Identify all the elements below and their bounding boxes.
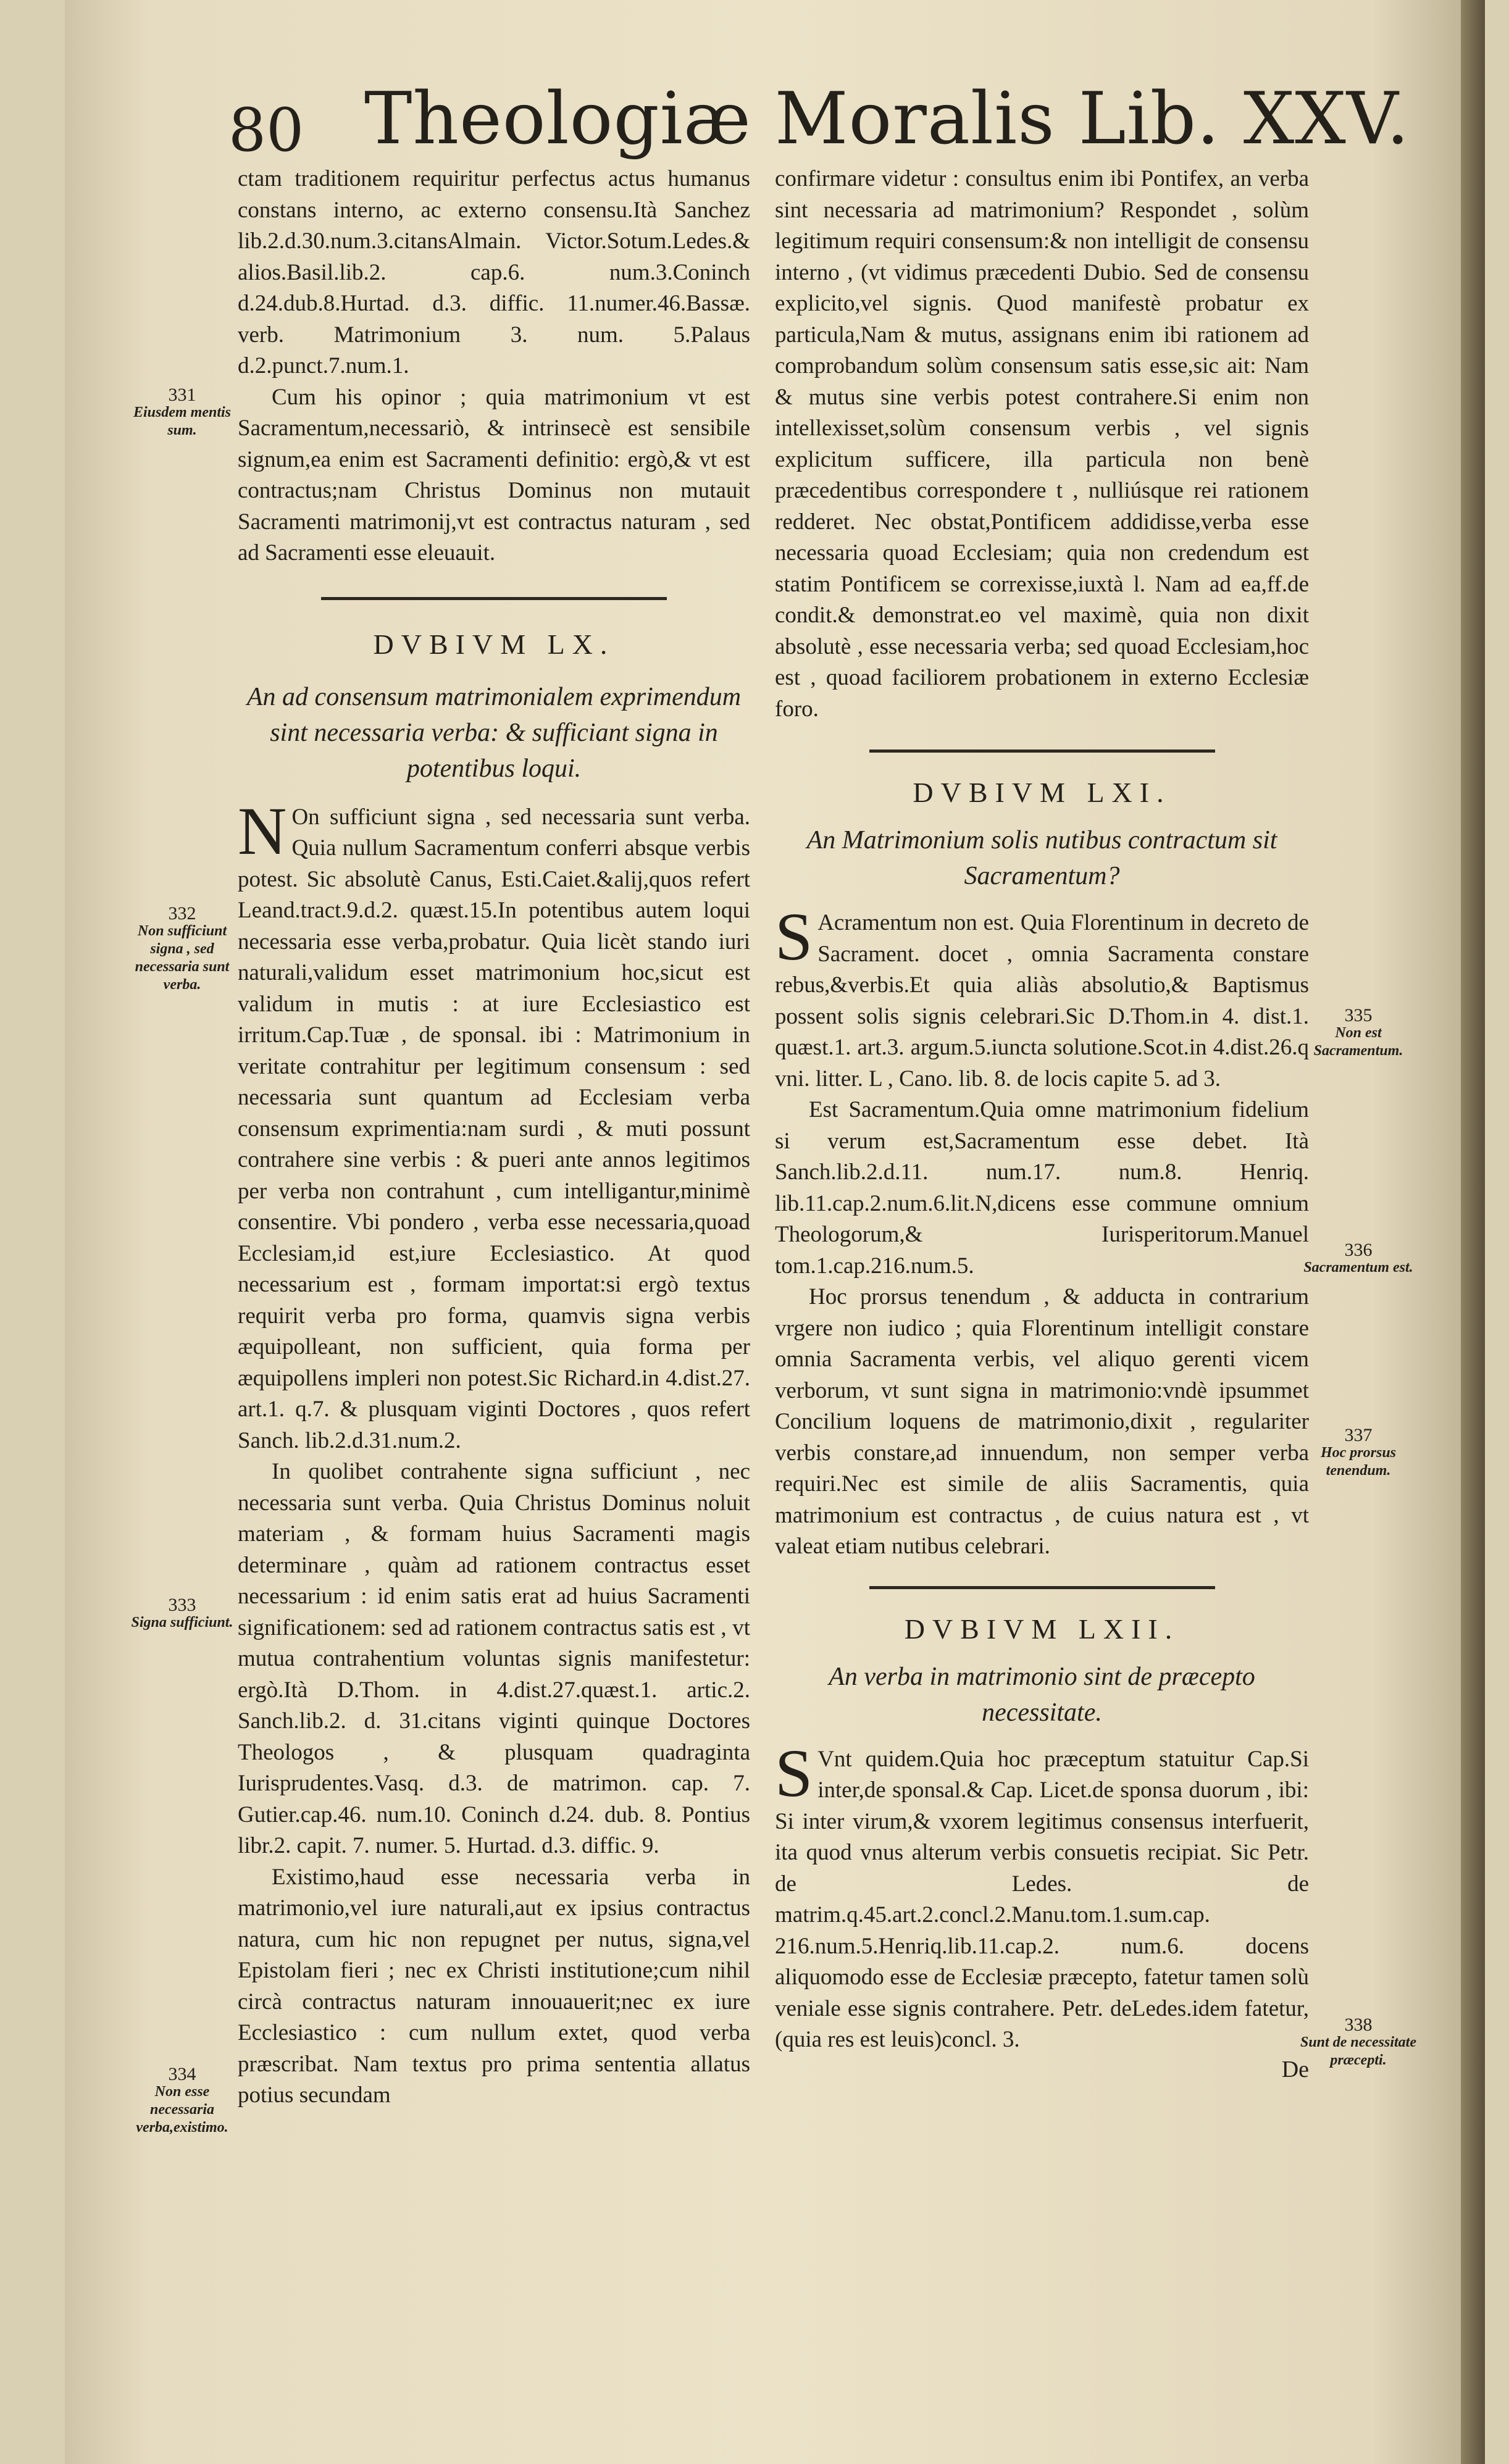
margin-note-number: 333	[168, 1595, 196, 1615]
right-paragraph-5	[775, 1735, 1309, 2056]
dubium-62-heading: DVBIVM LXII.	[904, 1613, 1180, 1645]
margin-note-number: 336	[1344, 1240, 1373, 1260]
right-column	[775, 164, 1309, 2083]
margin-note-text: Eiusdem mentis sum.	[133, 404, 232, 438]
right-paragraph-3: Est Sacramentum.Quia omne matrimonium fidelium si verum est,Sacramentum esse debet. Ità Sanch.lib.2.d.11. num.17. num.8. Henriq. lib.11.cap.2.num.6.lit.N,dicens esse commune omnium Theologorum,& Iurisperitorum.Manuel tom.1.cap.216.num.5.	[775, 1097, 1309, 1279]
right-paragraph-2	[775, 899, 1309, 1095]
margin-note-number: 332	[168, 903, 196, 924]
margin-note-number: 338	[1344, 2015, 1373, 2035]
margin-note-text: Sacramentum est.	[1303, 1259, 1413, 1276]
dubium-61-heading: DVBIVM LXI.	[913, 777, 1171, 808]
margin-note-text: Non sufficiunt signa , sed necessaria sunt verba.	[135, 923, 230, 993]
margin-note-number: 335	[1344, 1005, 1373, 1025]
margin-note-333	[123, 1596, 241, 1632]
catchword: De	[1281, 2056, 1309, 2082]
page-header	[228, 77, 1410, 165]
margin-note-335	[1300, 1006, 1417, 1060]
margin-note-text: Sunt de necessitate præcepti.	[1300, 2034, 1416, 2068]
margin-note-334	[123, 2065, 241, 2137]
margin-note-336	[1300, 1241, 1417, 1277]
left-paragraph-5: Existimo,haud esse necessaria verba in matrimonio,vel iure naturali,aut ex ipsius contractus natura, cum hic non repugnet per nutus, signa,vel Epistolam fieri ; nec ex Christi institutione;cum nihil circà contractus naturam innouauerit;nec ex iure Ecclesiastico : cum nullum extet, quod verba præscribat. Nam textus pro prima sententia allatus potius secundam	[238, 1864, 750, 2108]
margin-note-text: Signa sufficiunt.	[131, 1614, 233, 1631]
running-title: Theologiæ Moralis Lib. XXV.	[364, 77, 1410, 161]
left-paragraph-3-text: On sufficiunt signa , sed necessaria sunt verba. Quia nullum Sacramentum conferri absque verbis potest. Sic absolutè Canus, Esti.Caiet.&alij,quos refert Leand.tract.9.d.2. quæst.15.In potentibus autem loqui necessaria esse verba,probatur. Quia licèt stando iuri naturali,validum esset matrimonium hoc,sicut est validum in mutis : at iure Ecclesiastico est irritum.Cap.Tuæ , de sponsal. ibi : Matrimonium in veritate contrahitur per legitimum consensum : sed necessaria sunt quantum ad Ecclesiam verba consensum exprimentia:nam surdi , & muti possunt contrahere sine verbis : & pueri ante annos legitimos per verba non contrahunt , cum intelligantur,minimè consentire. Vbi pondero , verba esse necessaria,quoad Ecclesiam,id est,iure Ecclesiastico. At quod necessarium est , formam importat:si ergò textus requirit verba pro forma, quamvis signa verbis æquipolleant, non sufficient, quia forma per æquipollens impleri non potest.Sic Richard.in 4.dist.27. art.1. q.7. & plusquam viginti Doctores , quos refert Sanch. lib.2.d.31.num.2.	[238, 804, 750, 1453]
left-paragraph-1: ctam traditionem requiritur perfectus actus humanus constans interno, ac externo consensu.Ità Sanchez lib.2.d.30.num.3.citansAlmain. Victor.Sotum.Ledes.& alios.Basil.lib.2. cap.6. num.3.Coninch d.24.dub.8.Hurtad. d.3. diffic. 11.numer.46.Bassæ. verb. Matrimonium 3. num. 5.Palaus d.2.punct.7.num.1.	[238, 166, 750, 378]
dubium-62-question: An verba in matrimonio sint de præcepto necessitate.	[829, 1662, 1255, 1727]
margin-note-332	[123, 904, 241, 994]
left-column	[238, 164, 750, 2111]
margin-note-331	[123, 386, 241, 440]
dubium-61-question: An Matrimonium solis nutibus contractum sit Sacramentum?	[806, 826, 1277, 890]
left-paragraph-3	[238, 793, 750, 1457]
right-paragraph-4: Hoc prorsus tenendum , & adducta in contrarium vrgere non iudico ; quia Florentinum intelligit constare omnia Sacramenta verbis, vel aliquo gerenti vicem verborum, vt sunt signa in matrimonio:vndè ipsummet Concilium loquens de matrimonio,dixit , regulariter verbis constare,ad innuendum, non semper verba requiri.Nec est simile de aliis Sacramentis, quia matrimonium est contractus , de cuius natura est , vt valeat etiam nutibus celebrari.	[775, 1284, 1309, 1559]
dubium-60-question: An ad consensum matrimonialem exprimendum sint necessaria verba: & sufficiant signa in potentibus loqui.	[246, 682, 742, 783]
margin-note-text: Non esse necessaria verba,existimo.	[136, 2084, 228, 2136]
dubium-60-heading: DVBIVM LX.	[373, 628, 615, 660]
page-edge	[1461, 0, 1485, 2464]
margin-note-text: Hoc prorsus tenendum.	[1320, 1445, 1397, 1479]
drop-cap-s: S	[775, 1735, 813, 1811]
margin-note-text: Non est Sacramentum.	[1313, 1025, 1403, 1059]
right-paragraph-2-text: Acramentum non est. Quia Florentinum in decreto de Sacrament. docet , omnia Sacramenta constare rebus,&verbis.Et quia aliàs absolutio,& Baptismus possent solis signis celebrari.Sic D.Thom.in 4. dist.1. quæst.1. art.3. argum.5.iuncta solutione.Scot.in 4.dist.26.q vni. litter. L , Cano. lib. 8. de locis capite 5. ad 3.	[775, 910, 1309, 1092]
margin-note-number: 334	[168, 2064, 196, 2084]
drop-cap-n: N	[238, 793, 287, 869]
margin-note-number: 331	[168, 385, 196, 405]
margin-note-337	[1300, 1426, 1417, 1480]
left-paragraph-4: In quolibet contrahente signa sufficiunt , nec necessaria sunt verba. Quia Christus Dominus noluit materiam , & formam huius Sacramenti magis determinare , quàm ad rationem contractus esset necessarium : id enim satis erat ad huius Sacramenti significationem: sed ad rationem contractus satis est , vt mutua contrahentium voluntas signis manifestetur: ergò.Ità D.Thom. in 4.dist.27.quæst.1. artic.2. Sanch.lib.2. d. 31.citans viginti quinque Doctores Theologos , & plusquam quadraginta Iurisprudentes.Vasq. d.3. de matrimon. cap. 7. Gutier.cap.46. num.10. Coninch d.24. dub. 8. Pontius libr.2. capit. 7. numer. 5. Hurtad. d.3. diffic. 9.	[238, 1459, 750, 1858]
margin-note-338	[1300, 2016, 1417, 2069]
folio-number: 80	[228, 96, 304, 165]
left-paragraph-2: Cum his opinor ; quia matrimonium vt est Sacramentum,necessariò, & intrinsecè est sensibile signum,ea enim est Sacramenti definitio: ergò,& vt est contractus;nam Christus Dominus non mutauit Sacramenti matrimonij,vt est contractus naturam , sed ad Sacramenti esse eleuauit.	[238, 384, 750, 566]
right-paragraph-5-text: Vnt quidem.Quia hoc præceptum statuitur Cap.Si inter,de sponsal.& Cap. Licet.de sponsa duorum , ibi: Si inter virum,& vxorem legitimus consensus interfuerit, ita quod vnus alterum verbis consuetis recipiat. Sic Petr. de Ledes. de matrim.q.45.art.2.concl.2.Manu.tom.1.sum.cap. 216.num.5.Henriq.lib.11.cap.2. num.6. docens aliquomodo esse de Ecclesiæ præcepto, fatetur tamen solù veniale esse signis contrahere. Petr. deLedes.idem fatetur,(quia res est leuis)concl. 3.	[775, 1746, 1309, 2052]
right-paragraph-1: confirmare videtur : consultus enim ibi Pontifex, an verba sint necessaria ad matrimonium? Respondet , solùm legitimum requiri consensum:& non intelligit de consensu interno , (vt vidimus præcedenti Dubio. Sed de consensu explicito,vel signis. Quod manifestè probatur ex particula,Nam & mutus, assignans enim ibi rationem ad comprobandum solùm consensum satis esse,sic ait: Nam & mutus sine verbis potest contrahere.Si enim non intellexisset,solùm consensum verbis , vel signis explicitum sufficere, illa particula non benè præcedentibus correspondere t , nulliúsque rei rationem redderet. Nec obstat,Pontificem addidisse,verba esse necessaria quoad Ecclesiam; quia non credendum est statim Pontificem se correxisse,iuxtà l. Nam ad ea,ff.de condit.& demonstrat.eo vel maximè, quia non dixit absolutè , esse necessaria verba; sed quoad Ecclesiam,hoc est , quoad faciliorem probationem in externo Ecclesiæ foro.	[775, 166, 1309, 722]
margin-note-number: 337	[1344, 1425, 1373, 1445]
drop-cap-s: S	[775, 899, 813, 974]
